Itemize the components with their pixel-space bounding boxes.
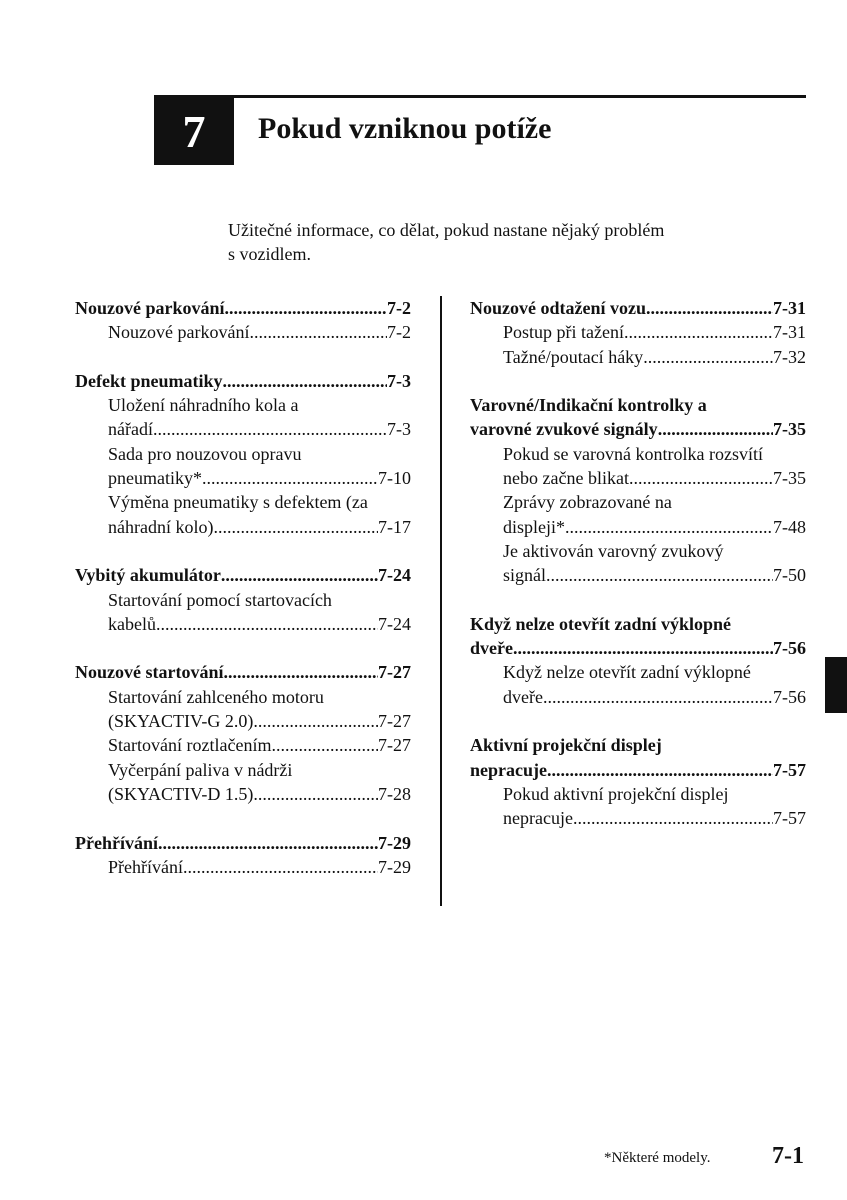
toc-heading[interactable]: Nouzové odtažení vozu ..... 7-31 — [470, 296, 806, 320]
toc-entry[interactable]: Nouzové parkování ..... 7-2 — [75, 320, 411, 344]
top-rule — [154, 95, 806, 98]
page-number: 7-1 — [772, 1143, 804, 1169]
toc-section-varovne-kontrolky — [470, 393, 806, 587]
toc-heading[interactable]: Defekt pneumatiky ..... 7-3 — [75, 369, 411, 393]
toc-entry[interactable]: Startování roztlačením ..... 7-27 — [75, 733, 411, 757]
toc-entry[interactable]: (SKYACTIV-D 1.5) ..... 7-28 — [75, 782, 411, 806]
toc-heading[interactable]: varovné zvukové signály ..... 7-35 — [470, 417, 806, 441]
toc-entry[interactable]: pneumatiky* ..... 7-10 — [75, 466, 411, 490]
toc-entry-prefix: Když nelze otevřít zadní výklopné — [503, 662, 751, 683]
toc-section-zadni-vyklopne-dvere — [470, 612, 806, 709]
toc-left-column — [75, 296, 411, 903]
toc-heading[interactable]: Nouzové parkování ..... 7-2 — [75, 296, 411, 320]
toc-entry-prefix: Sada pro nouzovou opravu — [108, 443, 302, 464]
toc-entry-prefix: Vyčerpání paliva v nádrži — [108, 759, 293, 780]
toc-section-nouzove-startovani — [75, 660, 411, 806]
toc-entry[interactable]: nebo začne blikat ..... 7-35 — [470, 466, 806, 490]
chapter-number-box — [154, 97, 234, 165]
toc-entry[interactable]: (SKYACTIV-G 2.0) ..... 7-27 — [75, 709, 411, 733]
toc-heading[interactable]: dveře ..... 7-56 — [470, 636, 806, 660]
toc-section-defekt-pneumatiky — [75, 369, 411, 539]
toc-section-projekcni-displej — [470, 733, 806, 830]
toc-entry-prefix: Zprávy zobrazované na — [503, 492, 672, 513]
toc-section-prehrivani — [75, 831, 411, 880]
toc-entry[interactable]: náhradní kolo) ..... 7-17 — [75, 515, 411, 539]
toc-heading-prefix: Varovné/Indikační kontrolky a — [470, 395, 707, 416]
toc-entry[interactable]: Tažné/poutací háky ..... 7-32 — [470, 345, 806, 369]
toc-entry-prefix: Uložení náhradního kola a — [108, 395, 299, 416]
chapter-intro — [228, 218, 748, 266]
chapter-number: 7 — [182, 105, 206, 157]
toc-entry-prefix: Startování zahlceného motoru — [108, 686, 324, 707]
toc-entry-prefix: Startování pomocí startovacích — [108, 589, 332, 610]
intro-line-1: Užitečné informace, co dělat, pokud nastane nějaký problém — [228, 220, 665, 240]
toc-section-vybity-akumulator — [75, 563, 411, 636]
toc-heading[interactable]: Vybitý akumulátor ..... 7-24 — [75, 563, 411, 587]
toc-entry[interactable]: dveře ..... 7-56 — [470, 685, 806, 709]
toc-heading[interactable]: nepracuje ..... 7-57 — [470, 758, 806, 782]
toc-entry[interactable]: nářadí ..... 7-3 — [75, 417, 411, 441]
toc-entry[interactable]: kabelů ..... 7-24 — [75, 612, 411, 636]
intro-line-2: s vozidlem. — [228, 244, 311, 264]
footnote: *Některé modely. — [604, 1150, 711, 1166]
toc-entry[interactable]: Postup při tažení ..... 7-31 — [470, 320, 806, 344]
toc-entry[interactable]: displeji* ..... 7-48 — [470, 515, 806, 539]
toc-entry[interactable]: signál ..... 7-50 — [470, 563, 806, 587]
toc-entry-prefix: Pokud aktivní projekční displej — [503, 783, 729, 804]
toc-entry-prefix: Výměna pneumatiky s defektem (za — [108, 492, 368, 513]
column-divider — [440, 296, 442, 906]
toc-right-column — [470, 296, 806, 855]
toc-entry-prefix: Je aktivován varovný zvukový — [503, 540, 724, 561]
chapter-title: Pokud vzniknou potíže — [258, 112, 552, 145]
toc-entry[interactable]: Přehřívání ..... 7-29 — [75, 855, 411, 879]
toc-heading-prefix: Když nelze otevřít zadní výklopné — [470, 613, 731, 634]
toc-section-nouzove-parkovani — [75, 296, 411, 345]
toc-heading[interactable]: Nouzové startování ..... 7-27 — [75, 660, 411, 684]
toc-entry[interactable]: nepracuje ..... 7-57 — [470, 806, 806, 830]
toc-entry-prefix: Pokud se varovná kontrolka rozsvítí — [503, 443, 763, 464]
chapter-thumb-tab — [825, 657, 847, 713]
toc-heading[interactable]: Přehřívání ..... 7-29 — [75, 831, 411, 855]
toc-heading-prefix: Aktivní projekční displej — [470, 735, 662, 756]
toc-section-nouzove-odtazeni — [470, 296, 806, 369]
